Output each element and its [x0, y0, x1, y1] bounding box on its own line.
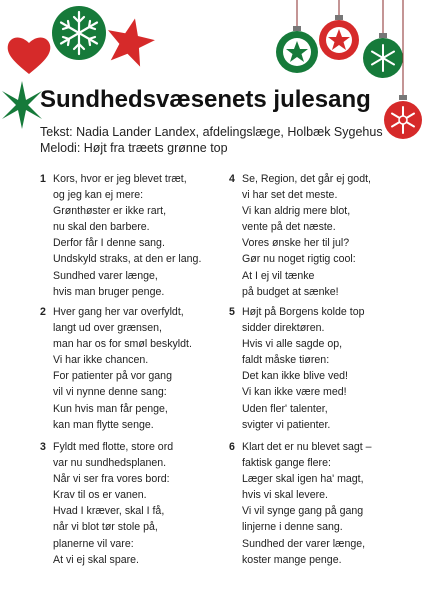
- verse: [40, 304, 218, 433]
- verse-line: Sundhed varer længe,: [53, 269, 158, 282]
- verse-line: hvis vi skal levere.: [242, 489, 328, 502]
- verse-line: på budget at sænke!: [242, 285, 339, 298]
- heart-icon: [6, 34, 52, 76]
- verse-line: Uden fler' talenter,: [242, 402, 328, 415]
- verse-line: Kun hvis man får penge,: [53, 402, 168, 415]
- verse: [229, 171, 407, 300]
- snowflake-icon: [50, 4, 108, 62]
- verse: [229, 439, 407, 568]
- verse-line: og jeg kan ej mere:: [53, 189, 144, 202]
- verse: [229, 304, 407, 433]
- verse-line: langt ud over grænsen,: [53, 322, 162, 335]
- lyrics-credit: Tekst: Nadia Lander Landex, afdelingslæge, Holbæk Sygehus: [40, 125, 383, 139]
- verse-line: Når vi ser fra vores bord:: [53, 473, 170, 486]
- verse-line: vil vi nynne denne sang:: [53, 386, 167, 399]
- song-title: Sundhedsvæsenets julesang: [40, 86, 371, 113]
- verse-line: Vores ønske her til jul?: [242, 237, 350, 250]
- verse-number: 2: [40, 306, 46, 318]
- verse-line: Sundhed der varer længe,: [242, 537, 366, 550]
- verse-line: faldt måske tiøren:: [242, 354, 330, 367]
- verse: [40, 171, 218, 300]
- verse-line: sidder direktøren.: [242, 322, 325, 335]
- verse-line: svigter vi patienter.: [242, 418, 331, 431]
- verse-number: 3: [40, 441, 46, 453]
- melody-credit: Melodi: Højt fra træets grønne top: [40, 141, 228, 155]
- ornament-icon: [382, 0, 424, 142]
- ornament-icon: [274, 0, 320, 80]
- verse-line: faktisk gange flere:: [242, 457, 331, 470]
- ornament-icon: [316, 0, 362, 64]
- verse-line: koster mange penge.: [242, 553, 342, 566]
- verse-line: Gør nu noget rigtig cool:: [242, 253, 356, 266]
- starburst-icon: [0, 80, 44, 130]
- verse-line: var nu sundhedsplanen.: [53, 457, 167, 470]
- verse-number: 4: [229, 173, 235, 185]
- verse-line: vi har set det meste.: [242, 189, 338, 202]
- verse-line: Læger skal igen ha' magt,: [242, 473, 364, 486]
- verse-line: At vi ej skal spare.: [53, 553, 139, 566]
- verse-line: Grønthøster er ikke rart,: [53, 205, 167, 218]
- verse: [40, 439, 218, 568]
- verse-line: Højt på Borgens kolde top: [242, 306, 365, 318]
- verse-line: Hvad I kræver, skal I få,: [53, 505, 165, 518]
- verse-line: Kors, hvor er jeg blevet træt,: [53, 173, 187, 185]
- verse-line: Krav til os er vanen.: [53, 489, 147, 502]
- verse-number: 5: [229, 306, 235, 318]
- verse-line: hvis man bruger penge.: [53, 285, 165, 298]
- verse-line: Hvis vi alle sagde op,: [242, 338, 343, 351]
- verse-line: Hver gang her var overfyldt,: [53, 306, 184, 318]
- verse-line: For patienter på vor gang: [53, 370, 172, 383]
- verse-line: når vi blot tør stole på,: [53, 521, 158, 534]
- verse-line: Fyldt med flotte, store ord: [53, 441, 174, 453]
- verse-line: linjerne i denne sang.: [242, 521, 343, 534]
- verse-line: Vi kan ikke være med!: [242, 386, 347, 399]
- verse-line: man har os for smøl beskyldt.: [53, 338, 192, 351]
- verse-line: nu skal den barbere.: [53, 221, 150, 234]
- verse-number: 1: [40, 173, 46, 185]
- verse-number: 6: [229, 441, 235, 453]
- verse-line: Vi vil synge gang på gang: [242, 505, 364, 518]
- verse-line: Vi har ikke chancen.: [53, 354, 149, 367]
- verse-line: Se, Region, det går ej godt,: [242, 173, 371, 185]
- verse-line: Undskyld straks, at den er lang.: [53, 253, 202, 266]
- verse-line: Vi kan aldrig mere blot,: [242, 205, 351, 218]
- verse-line: kan man flytte senge.: [53, 418, 154, 431]
- verse-line: Det kan ikke blive ved!: [242, 370, 348, 383]
- verse-line: planerne vil vare:: [53, 537, 134, 550]
- verse-line: Klart det er nu blevet sagt –: [242, 441, 372, 453]
- verse-line: At I ej vil tænke: [242, 269, 315, 282]
- verse-line: vente på det næste.: [242, 221, 336, 234]
- star-icon: [104, 16, 156, 68]
- verse-line: Derfor får I denne sang.: [53, 237, 165, 250]
